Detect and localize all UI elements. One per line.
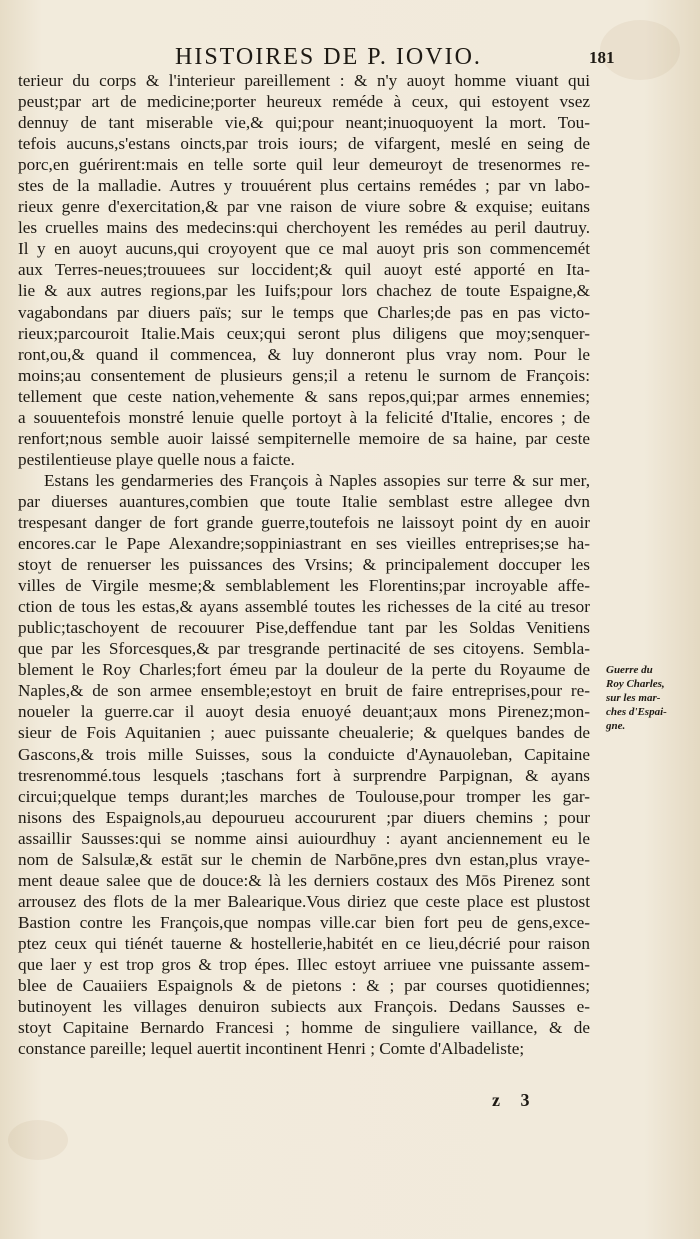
text-line: aux Terres-neues;trouuees sur loccident;& quil auoyt esté apporté en Ita- (18, 260, 590, 280)
text-line: tefois aucuns,s'estans oincts,par trois iours; de vifargent, meslé en seing de (18, 134, 590, 154)
margin-note-line: Guerre du (606, 664, 653, 676)
text-line: pestilentieuse playe quelle nous a faicte. (18, 449, 295, 469)
text-line: Estans les gendarmeries des François à Naples assopies sur terre & sur mer, (44, 470, 590, 490)
text-line: encores.car le Pape Alexandre;soppiniastrant en ses vieilles entreprises;se ha- (18, 534, 590, 554)
signature-mark: z 3 (492, 1090, 538, 1110)
text-line: tellement que ceste nation,vehemente & sans repos,qui;par armes ennemies; (18, 386, 590, 406)
running-title: HISTOIRES DE P. IOVIO. (175, 44, 482, 70)
text-line: stoyt de renuerser les puissances des Vrsins; & principalement doccuper les (18, 555, 590, 575)
text-line: rieux;parcouroit Italie.Mais ceux;qui seront plus diligens que moy;senquer- (18, 323, 590, 343)
text-line: Il y en auoyt aucuns,qui croyoyent que ce mal auoyt pris son commencemét (18, 239, 590, 259)
text-line: tresrenommé.tous lesquels ;taschans fort à surprendre Parpignan, & ayans (18, 765, 590, 785)
text-line: ction de tous les estas,& ayans assemblé toutes les richesses de la cité au tresor (18, 597, 590, 617)
body-text (18, 70, 590, 1059)
text-line: nisons des Espaignols,au depourueu accoururent ;par diuers chemins ; pour (18, 807, 590, 827)
text-line: les cruelles mains des medecins:qui cherchoyent les remédes au peril dautruy. (18, 218, 590, 238)
text-line: assaillir Sausses:qui se nomme ainsi auiourdhuy : ayant anciennement eu le (18, 828, 590, 848)
text-line: sieur de Fois Aquitanien ; auec puissante cheualerie; & quelques bandes de (18, 723, 590, 743)
text-line: terieur du corps & l'interieur pareillement : & n'y auoyt homme viuant qui (18, 71, 590, 90)
margin-note-line: sur les mar- (606, 692, 661, 704)
margin-note (606, 663, 698, 733)
text-line: stoyt Capitaine Bernardo Francesi ; homme de singuliere vaillance, & de (18, 1018, 590, 1038)
text-line: nom de Salsulæ,& estāt sur le chemin de Narbōne,pres dvn estan,plus vraye- (18, 849, 590, 869)
text-line: Naples,& de son armee ensemble;estoyt en bruit de faire entreprises,pour re- (18, 681, 590, 701)
text-line: vagabondans par diuers païs; sur le temps que Charles;de pas en pas victo- (18, 302, 590, 322)
text-line: Gascons,& trois mille Suisses, sous la conduicte d'Aynauoleban, Capitaine (18, 744, 590, 764)
text-line: trespesant danger de fort grande guerre,toutefois ne laissoyt point dy en auoir (18, 512, 590, 532)
margin-note-line: Roy Charles, (606, 678, 665, 690)
text-line: arrousez des flots de la mer Balearique.Vous diriez que ceste place est plustost (18, 891, 590, 911)
text-line: ront,ou,& quand il commencea, & luy donneront plus vray nom. Pour le (18, 344, 590, 364)
text-line: lie & aux autres regions,par les Iuifs;pour lors chachez de toute Espaigne,& (18, 281, 590, 301)
text-line: circui;quelque temps durant;les marches de Toulouse,pour tromper les gar- (18, 786, 590, 806)
text-line: dennuy de tant miserable vie,& qui;pour neant;inuoquoyent la mort. Tou- (18, 113, 590, 133)
text-line: rieux genre d'exercitation,& par vne raison de viure sobre & exquise; euitans (18, 197, 590, 217)
text-line: moins;au consentement de plusieurs gens;il a retenu le surnom de François: (18, 365, 590, 385)
text-line: peust;par art de medicine;porter heureux reméde à ceux, qui estoyent vsez (18, 92, 590, 112)
margin-note-line: ches d'Espai- (606, 706, 667, 718)
text-line: ment deaue salee que de douce:& là les derniers costaux des Mōs Pirenez sont (18, 870, 590, 890)
text-line: porc,en guérirent:mais en telle sorte quil leur demeuroyt de tresenormes re- (18, 155, 590, 175)
text-line: par diuerses auantures,combien que toute Italie semblast estre allegee dvn (18, 491, 590, 511)
text-line: public;taschoyent de recouurer Pise,deffendue tant par les Soldas Venitiens (18, 618, 590, 638)
text-line: a souuentefois monstré lenuie quelle portoyt à la felicité d'Italie, encores ; de (18, 407, 590, 427)
text-line: renfort;nous semble auoir laissé sempiternelle memoire de sa haine, par ceste (18, 428, 590, 448)
text-line: butinoyent les villages denuiron subiects aux François. Dedans Sausses e- (18, 997, 590, 1017)
margin-note-line: gne. (606, 720, 626, 732)
text-line: stes de la malladie. Autres y trouuérent plus certains remédes ; par vn labo- (18, 176, 590, 196)
text-line: constance pareille; lequel auertit incontinent Henri ; Comte d'Albadeliste; (18, 1039, 525, 1059)
text-line: ptez ceux qui tiénét tauerne & hostellerie,habitét en ce lieu,décrié pour raison (18, 933, 590, 953)
text-line: Bastion contre les François,que nompas ville.car bien fort peu de gens,exce- (18, 912, 590, 932)
text-line: que par les Sforcesques,& par tresgrande pertinacité de ses citoyens. Sembla- (18, 639, 590, 659)
text-line: noueler la guerre.car il auoyt desia enuoyé deuant;aux mons Pirenez;mon- (18, 702, 590, 722)
page-number: 181 (589, 48, 615, 67)
text-line: villes de Virgile mesme;& semblablement les Florentins;par incroyable affe- (18, 576, 590, 596)
text-line: blee de Cauaiiers Espaignols & de pietons : & ; par courses quotidiennes; (18, 976, 590, 996)
text-line: que laer y est trop gros & trop épes. Illec estoyt arriuee vne puissante assem- (18, 954, 590, 974)
text-line: blement le Roy Charles;fort émeu par la douleur de la perte du Royaume de (18, 660, 590, 680)
